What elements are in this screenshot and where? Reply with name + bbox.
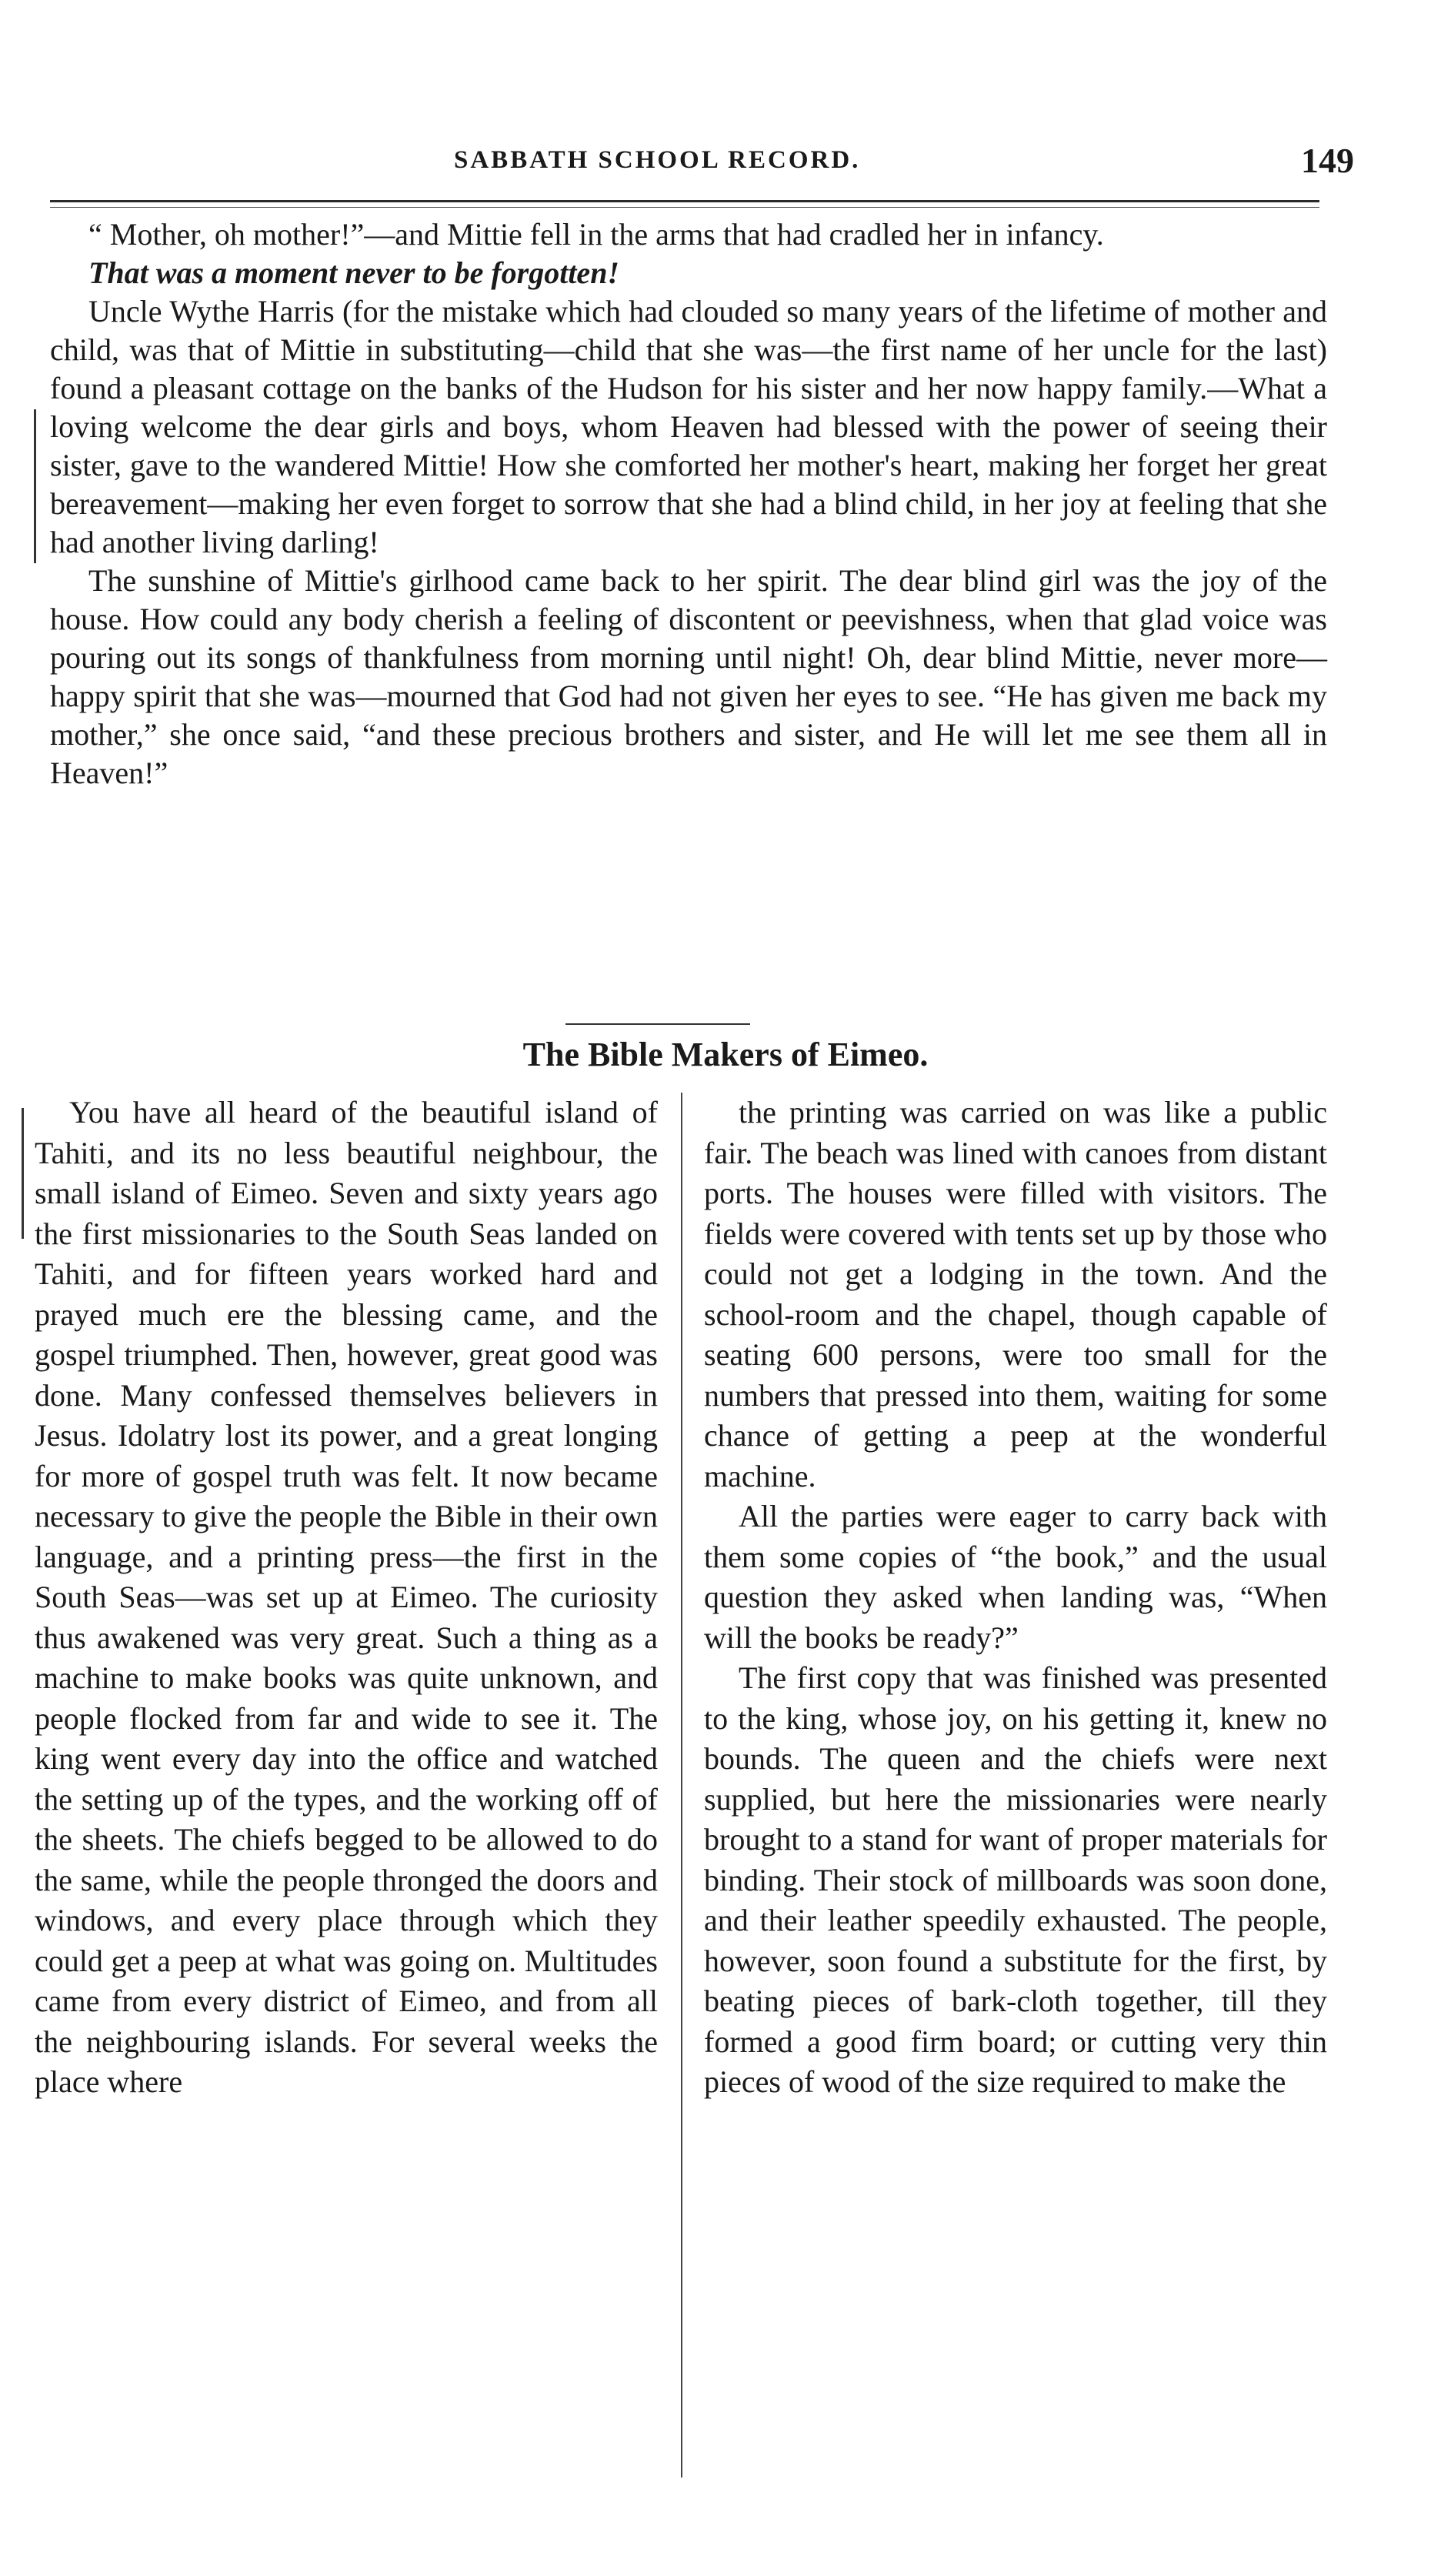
column-divider (681, 1093, 682, 2478)
right-column (704, 1093, 1327, 2103)
story-paragraph: Uncle Wythe Harris (for the mistake which had clouded so many years of the lifetime of mother and child, was that of Mittie in substituting—child that she was—the first name of her uncle for the last) found a pleasant cottage on the banks of the Hudson for his sister and her now happy family.—What a loving welcome the dear girls and boys, whom Heaven had blessed with the power of seeing their sister, gave to the wandered Mittie! How she comforted her mother's heart, making her forget her great bereavement—making her even forget to sorrow that she had a blind child, in her joy at feeling that she had another living darling! (50, 294, 1327, 559)
story-paragraph: The sunshine of Mittie's girlhood came back to her spirit. The dear blind girl was the joy of the house. How could any body cherish a feeling of discontent or peevishness, when that glad voice was pouring out its songs of thankfulness from morning until night! Oh, dear blind Mittie, never more—happy spirit that she was—mourned that God had not given her eyes to see. “He has given me back my mother,” she once said, “and these precious brothers and sister, and He will let me see them all in Heaven!” (50, 563, 1327, 790)
article-paragraph: You have all heard of the beautiful island of Tahiti, and its no less beautiful neighbour, the small island of Eimeo. Seven and sixty years ago the first missionaries to the South Seas landed on Tahiti, and for fifteen years worked hard and prayed much ere the blessing came, and the gospel triumphed. Then, however, great good was done. Many confessed themselves believers in Jesus. Idolatry lost its power, and a great longing for more of gospel truth was felt. It now became necessary to give the people the Bible in their own language, and a printing press—the first in the South Seas—was set up at Eimeo. The curiosity thus awakened was very great. Such a thing as a machine to make books was quite unknown, and people flocked from far and wide to see it. The king went every day into the office and watched the setting up of the types, and the working off of the sheets. The chiefs begged to be allowed to do the same, while the people thronged the doors and windows, and every place through which they could get a peep at what was going on. Multitudes came from every district of Eimeo, and from all the neighbouring islands. For several weeks the place where (35, 1095, 658, 2099)
section-rule (565, 1023, 750, 1025)
header-rule (50, 200, 1319, 208)
story-paragraph: “ Mother, oh mother!”—and Mittie fell in the arms that had cradled her in infancy. (88, 217, 1104, 252)
story-paragraph: That was a moment never to be forgotten! (88, 255, 619, 290)
article-columns (35, 1093, 1327, 2516)
left-column (35, 1093, 658, 2103)
margin-mark (34, 409, 36, 563)
article-paragraph: The first copy that was finished was presented to the king, whose joy, on his getting it, knew no bounds. The queen and the chiefs were next supplied, but here the missionaries were nearly brought to a stand for want of proper materials for binding. Their stock of millboards was soon done, and their leather speedily exhausted. The people, however, soon found a substitute for the first, by beating pieces of bark-cloth together, till they formed a good firm board; or cutting very thin pieces of wood of the size required to make the (704, 1660, 1327, 2099)
running-title: SABBATH SCHOOL RECORD. (454, 146, 861, 174)
article-paragraph: the printing was carried on was like a public fair. The beach was lined with canoes from distant ports. The houses were filled with visitors. The fields were covered with tents set up by those who could not get a lodging in the town. And the school-room and the chapel, though capable of seating 600 persons, were too small for the numbers that pressed into them, waiting for some chance of getting a peep at the wonderful machine. (704, 1095, 1327, 1493)
section-title: The Bible Makers of Eimeo. (522, 1036, 929, 1073)
story-continuation (50, 215, 1327, 792)
running-header (200, 141, 1354, 192)
page-number: 149 (1301, 141, 1354, 180)
article-paragraph: All the parties were eager to carry back with them some copies of “the book,” and the usual question they asked when landing was, “When will the books be ready?” (704, 1499, 1327, 1655)
margin-mark (22, 1108, 24, 1239)
